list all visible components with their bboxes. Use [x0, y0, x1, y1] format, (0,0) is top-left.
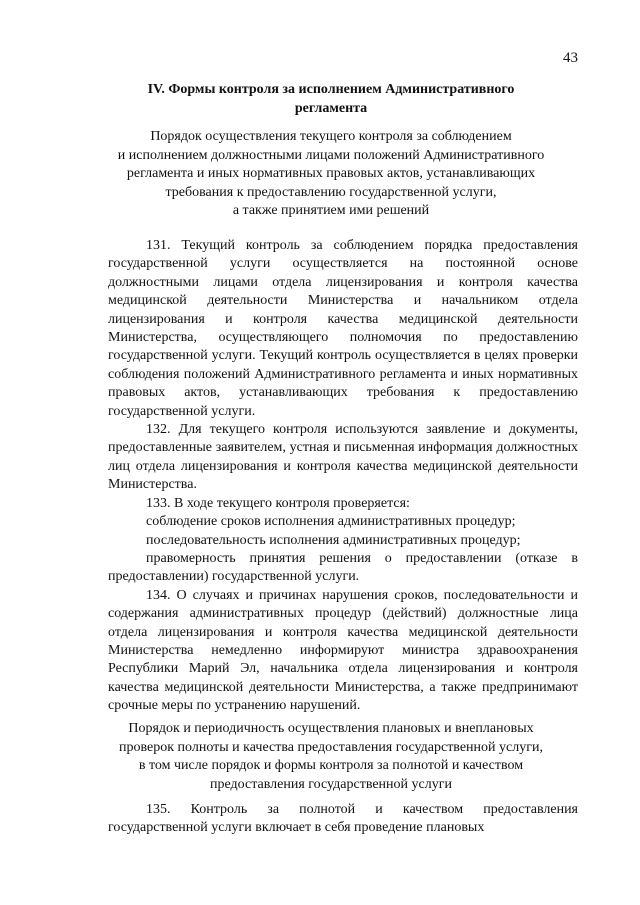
- body-text: [108, 237, 578, 716]
- subsection-line: Порядок осуществления текущего контроля за соблюдением: [150, 129, 512, 144]
- subsection-line: предоставления государственной услуги: [210, 776, 452, 792]
- subsection-line: требования к предоставлению государственной услуги,: [165, 184, 497, 200]
- subsection-heading-current-control: [100, 128, 562, 221]
- subsection-line: в том числе порядок и формы контроля за полнотой и качеством: [138, 758, 524, 773]
- paragraph-134: 134. О случаях и причинах нарушения сроков, последовательности и содержания административных процедур (действий) должностные лица отдела лицензирования и контроля качества медицинской деятельности Министерства немедленно информируют министра здравоохранения Республики Марий Эл, начальника отдела лицензирования и контроля качества медицинской деятельности Министерства, а также предпринимают срочные меры по устранению нарушений.: [108, 587, 578, 714]
- section-title-line-2: регламента: [294, 101, 368, 116]
- paragraph-135: 135. Контроль за полнотой и качеством предоставления государственной услуги включает в себя проведение плановых: [108, 802, 578, 836]
- paragraph-133-item-3: правомерность принятия решения о предоставлении (отказе в предоставлении) государственной услуги.: [108, 550, 578, 585]
- subsection-line: регламента и иных нормативных правовых актов, устанавливающих: [126, 166, 536, 181]
- page-number: 43: [563, 50, 578, 66]
- paragraph-133-item-2: последовательность исполнения административных процедур;: [146, 532, 521, 548]
- subsection-line: и исполнением должностными лицами положений Административного: [117, 147, 545, 163]
- subsection-line: Порядок и периодичность осуществления плановых и внеплановых: [128, 721, 534, 736]
- paragraph-133: 133. В ходе текущего контроля проверяется:: [146, 495, 410, 511]
- subsection-line: а также принятием ими решений: [232, 203, 430, 218]
- paragraph-132: 132. Для текущего контроля используются заявление и документы, предоставленные заявителем, устная и письменная информация должностных лиц отдела лицензирования и контроля качества медицинской деятельности Министерства.: [108, 422, 578, 493]
- paragraph-131: 131. Текущий контроль за соблюдением порядка предоставления государственной услуги осуществляется на постоянной основе должностными лицами отдела лицензирования и контроля качества медицинской деятельности Министерства и начальником отдела лицензирования и контроля качества медицинской деятельности Министерства, осуществляющего полномочия по предоставлению государственной услуги. Текущий контроль осуществляется в целях проверки соблюдения положений Административного регламента и иных нормативных правовых актов, устанавливающих требования к предоставлению государственной услуги.: [108, 238, 578, 419]
- section-title-line-1: IV. Формы контроля за исполнением Административного: [147, 82, 515, 97]
- subsection-heading-planned-checks: [100, 720, 562, 794]
- subsection-line: проверок полноты и качества предоставления государственной услуги,: [119, 739, 543, 755]
- body-text-continued: [108, 801, 578, 838]
- section-title: [100, 80, 562, 118]
- paragraph-133-item-1: соблюдение сроков исполнения административных процедур;: [146, 514, 516, 530]
